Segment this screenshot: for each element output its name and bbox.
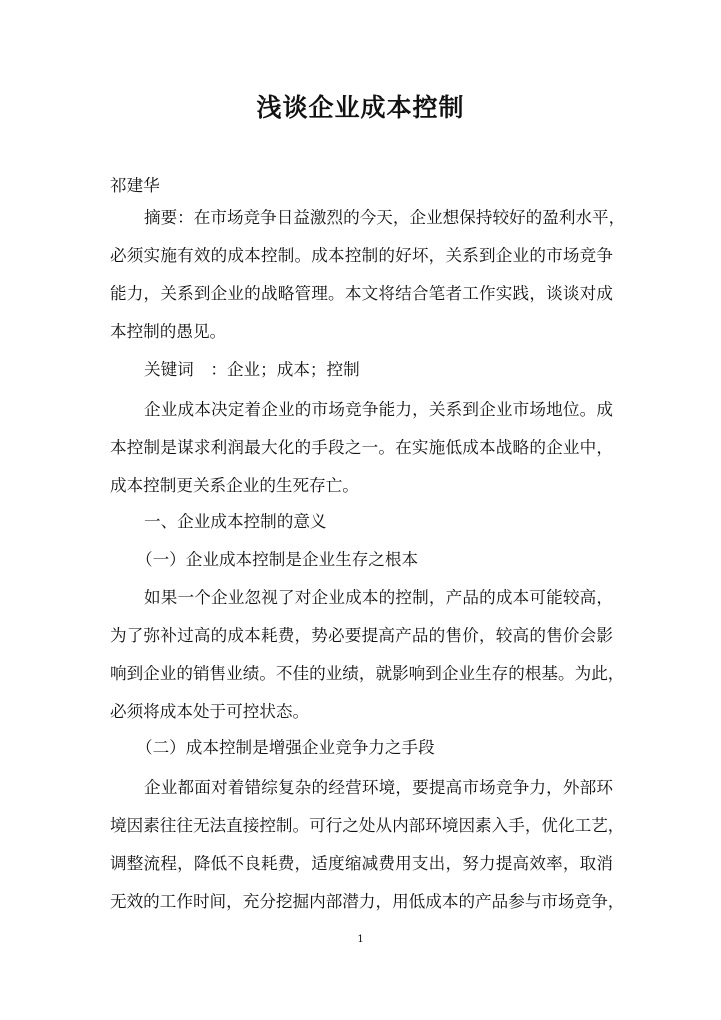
abstract-line: 本控制的愚见。 xyxy=(110,322,227,341)
document-title: 浅谈企业成本控制 xyxy=(256,93,465,122)
subsection-heading: （二）成本控制是增强企业竞争力之手段 xyxy=(136,738,435,757)
paragraph-line: 如果一个企业忽视了对企业成本的控制，产品的成本可能较高， xyxy=(144,588,613,607)
author-name: 祁建华 xyxy=(110,176,160,195)
subsection-heading: （一）企业成本控制是企业生存之根本 xyxy=(136,550,419,569)
section-heading: 一、企业成本控制的意义 xyxy=(144,512,327,531)
paragraph-line: 企业成本决定着企业的市场竞争能力，关系到企业市场地位。成 xyxy=(144,400,613,419)
paragraph-line: 响到企业的销售业绩。不佳的业绩，就影响到企业生存的根基。为此， xyxy=(110,664,625,683)
paragraph-line: 必须将成本处于可控状态。 xyxy=(110,702,310,721)
paragraph-line: 无效的工作时间，充分挖掘内部潜力，用低成本的产品参与市场竞争， xyxy=(110,892,625,911)
paragraph-line: 成本控制更关系企业的生死存亡。 xyxy=(110,476,359,495)
keywords-line: 关键词 ：企业；成本；控制 xyxy=(144,360,360,379)
abstract-line: 必须实施有效的成本控制。成本控制的好坏，关系到企业的市场竞争 xyxy=(110,246,613,265)
abstract-line: 摘要：在市场竞争日益激烈的今天，企业想保持较好的盈利水平， xyxy=(144,208,626,227)
paragraph-line: 境因素往往无法直接控制。可行之处从内部环境因素入手，优化工艺， xyxy=(110,816,625,835)
paragraph-line: 为了弥补过高的成本耗费，势必要提高产品的售价，较高的售价会影 xyxy=(110,626,613,645)
paragraph-line: 调整流程，降低不良耗费，适度缩减费用支出，努力提高效率，取消 xyxy=(110,854,613,873)
page-number: 1 xyxy=(357,934,364,945)
abstract-line: 能力，关系到企业的战略管理。本文将结合笔者工作实践，谈谈对成 xyxy=(110,284,613,303)
paragraph-line: 企业都面对着错综复杂的经营环境，要提高市场竞争力，外部环 xyxy=(144,778,613,797)
paragraph-line: 本控制是谋求利润最大化的手段之一。在实施低成本战略的企业中， xyxy=(110,438,613,457)
